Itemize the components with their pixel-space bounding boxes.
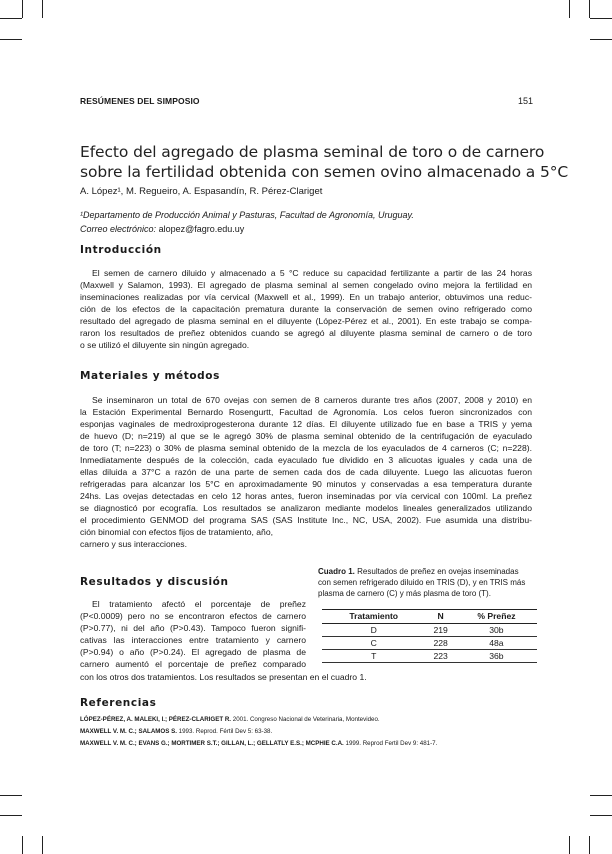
column-header: N bbox=[425, 610, 455, 624]
table-cell: 30b bbox=[456, 624, 537, 637]
column-header: Tratamiento bbox=[322, 610, 425, 624]
table-cell: 223 bbox=[425, 650, 455, 663]
text-line: ción de los efectos de la capacitación prematura durante la conservación de semen ovino refrigerado como bbox=[80, 304, 532, 314]
table-caption bbox=[318, 566, 538, 599]
text-line: (P<0.0009) pero no se encontraron efectos de carnero bbox=[80, 611, 306, 621]
text-line: ellas diluida a 37°C a razón de una parte de semen cada dos de cada diluyente. Luego las alicuotas fueron bbox=[80, 467, 532, 477]
text-line: esponjas vaginales de medroxiprogesterona durante 12 días. El diluyente utilizado fue en base a TRIS y yema bbox=[80, 419, 532, 429]
running-header: RESÚMENES DEL SIMPOSIO bbox=[80, 96, 200, 106]
text-line: cativas las interacciones entre tratamiento y carnero bbox=[80, 635, 306, 645]
text-line: carnero y sus interacciones. bbox=[80, 539, 187, 549]
crop-mark bbox=[590, 815, 612, 816]
crop-mark bbox=[569, 836, 570, 854]
caption-label: Cuadro 1. bbox=[318, 567, 355, 576]
title-line: sobre la fertilidad obtenida con semen ovino almacenado a 5°C bbox=[80, 163, 569, 181]
crop-mark bbox=[0, 815, 22, 816]
reference-item bbox=[80, 714, 437, 726]
reference-authors: MAXWELL V. M. C.; EVANS G.; MORTIMER S.T.; GILLAN, L.; GELLATLY E.S.; MCPHIE C.A. bbox=[80, 740, 344, 747]
caption-line: plasma de carnero (C) y más plasma de toro (T). bbox=[318, 589, 491, 598]
caption-line: con semen refrigerado diluido en TRIS (D), y en TRIS más bbox=[318, 578, 526, 587]
crop-mark bbox=[0, 795, 22, 796]
reference-item bbox=[80, 726, 437, 738]
text-line: 24hs. Las ovejas detectadas en celo 12 horas antes, fueron inseminadas por vía cervical con 100ml. La preñez bbox=[80, 491, 532, 501]
text-line: de toro (T; n=223) o 30% de plasma seminal obtenido de la mezcla de los eyaculados de 4 carneros (C; n=228). bbox=[80, 443, 532, 453]
text-line: se diagnosticó por ecografía. Los resultados se analizaron mediante modelos lineales generalizados utilizando bbox=[80, 503, 532, 513]
crop-mark bbox=[569, 0, 570, 18]
text-line: (P>0.77), ni del año (P>0.43). Tampoco fueron signifi- bbox=[80, 623, 306, 633]
section-heading-references: Referencias bbox=[80, 697, 157, 709]
email-address: alopez@fagro.edu.uy bbox=[158, 224, 245, 234]
section-heading-results: Resultados y discusión bbox=[80, 576, 229, 588]
crop-mark bbox=[590, 18, 612, 19]
section-heading-intro: Introducción bbox=[80, 244, 162, 256]
crop-mark bbox=[42, 836, 43, 854]
text-line: con los otros dos tratamientos. Los resultados se presentan en el cuadro 1. bbox=[80, 672, 367, 682]
text-line: raron los resultados de preñez obtenidos cuando se agregó al diluyente plasma seminal de carnero o de toro bbox=[80, 328, 532, 338]
affiliation-line: ¹Departamento de Producción Animal y Pasturas, Facultad de Agronomía, Uruguay. bbox=[80, 210, 414, 220]
crop-mark bbox=[0, 18, 22, 19]
reference-list bbox=[80, 714, 437, 750]
caption-line bbox=[318, 566, 538, 577]
text-line: la Estación Experimental Bernardo Rosengurtt, Facultad de Agronomía. Los celos fueron sincronizados con bbox=[80, 407, 532, 417]
table-cell: T bbox=[322, 650, 425, 663]
text-line: el procedimiento GENMOD del programa SAS (SAS Institute Inc., NC, USA, 2002). Fue asumida una distribu- bbox=[80, 515, 532, 525]
crop-mark bbox=[590, 795, 612, 796]
text-line: (P>0.94) o año (P>0.24). El agregado de plasma de bbox=[80, 647, 306, 657]
table-row bbox=[322, 637, 537, 650]
text-line: de huevo (D; n=219) al que se le agregó 30% de plasma seminal obtenido de la centrifugación de eyaculado bbox=[80, 431, 532, 441]
table-cell: 219 bbox=[425, 624, 455, 637]
crop-mark bbox=[0, 39, 22, 40]
text-line: resultado del agregado de plasma seminal en el diluyente (López-Pérez et al., 2001). En este trabajo se compa- bbox=[80, 316, 532, 326]
text-line: Inmediatamente después de la colección, cada eyaculado fue dividido en 3 alicuotas iguales y cada una de bbox=[80, 455, 532, 465]
caption-text: Resultados de preñez en ovejas inseminadas bbox=[357, 567, 519, 576]
email-label: Correo electrónico: bbox=[80, 224, 157, 234]
results-table bbox=[322, 609, 537, 663]
crop-mark bbox=[42, 0, 43, 18]
table-cell: D bbox=[322, 624, 425, 637]
crop-mark bbox=[22, 0, 23, 18]
reference-item bbox=[80, 738, 437, 750]
reference-source: 2001. Congreso Nacional de Veterinaria, Montevideo. bbox=[231, 716, 380, 723]
table-row bbox=[322, 650, 537, 663]
text-line: carnero aumentó el porcentaje de preñez comparado bbox=[80, 659, 306, 669]
text-line: refrigeradas para alcanzar los 5°C en aproximadamente 90 minutos y conservadas a esa temperatura durante bbox=[80, 479, 532, 489]
author-list: A. López¹, M. Regueiro, A. Espasandín, R. Pérez-Clariget bbox=[80, 186, 323, 197]
results-paragraph bbox=[80, 598, 306, 670]
contact-line bbox=[80, 222, 414, 236]
crop-mark bbox=[589, 0, 590, 18]
table-cell: 36b bbox=[456, 650, 537, 663]
results-paragraph-end bbox=[80, 671, 367, 683]
intro-paragraph bbox=[80, 267, 532, 351]
reference-source: 1993. Reprod. Fértil Dev 5: 63-38. bbox=[176, 728, 273, 735]
table-row bbox=[322, 624, 537, 637]
table-cell: 228 bbox=[425, 637, 455, 650]
text-line: (Maxwell y Salamon, 1993). El agregado de plasma seminal al semen congelado ovino mejora la fertilidad en bbox=[80, 280, 532, 290]
title-line: Efecto del agregado de plasma seminal de toro o de carnero bbox=[80, 143, 545, 161]
reference-authors: MAXWELL V. M. C.; SALAMOS S. bbox=[80, 728, 177, 735]
text-line: o se utilizó el diluyente sin ningún agregado. bbox=[80, 340, 250, 350]
text-line: ción binomial con efectos fijos de tratamiento, año, bbox=[80, 527, 273, 537]
column-header: % Preñez bbox=[456, 610, 537, 624]
crop-mark bbox=[22, 836, 23, 854]
reference-source: 1999. Reprod Fertil Dev 9: 481-7. bbox=[343, 740, 438, 747]
article-title bbox=[80, 142, 569, 182]
text-line: inseminaciones realizadas por vía cervical (Maxwell et al., 1999). En un trabajo anterior, obtuvimos una reduc- bbox=[80, 292, 532, 302]
table-cell: C bbox=[322, 637, 425, 650]
section-heading-methods: Materiales y métodos bbox=[80, 370, 220, 382]
text-line: El tratamiento afectó el porcentaje de preñez bbox=[92, 599, 306, 609]
crop-mark bbox=[589, 836, 590, 854]
table-header-row bbox=[322, 610, 537, 624]
text-line: Se inseminaron un total de 670 ovejas con semen de 8 carneros durante tres años (2007, 2008 y 2010) en bbox=[92, 395, 532, 405]
table-cell: 48a bbox=[456, 637, 537, 650]
reference-authors: LÓPEZ-PÉREZ, A. MALEKI, I.; PÉREZ-CLARIGET R. bbox=[80, 716, 232, 723]
crop-mark bbox=[590, 39, 612, 40]
text-line: El semen de carnero diluido y almacenado a 5 °C reduce su capacidad fertilizante a partir de las 24 horas bbox=[92, 268, 532, 278]
methods-paragraph bbox=[80, 394, 532, 550]
page-number: 151 bbox=[517, 96, 533, 106]
affiliation bbox=[80, 208, 414, 236]
